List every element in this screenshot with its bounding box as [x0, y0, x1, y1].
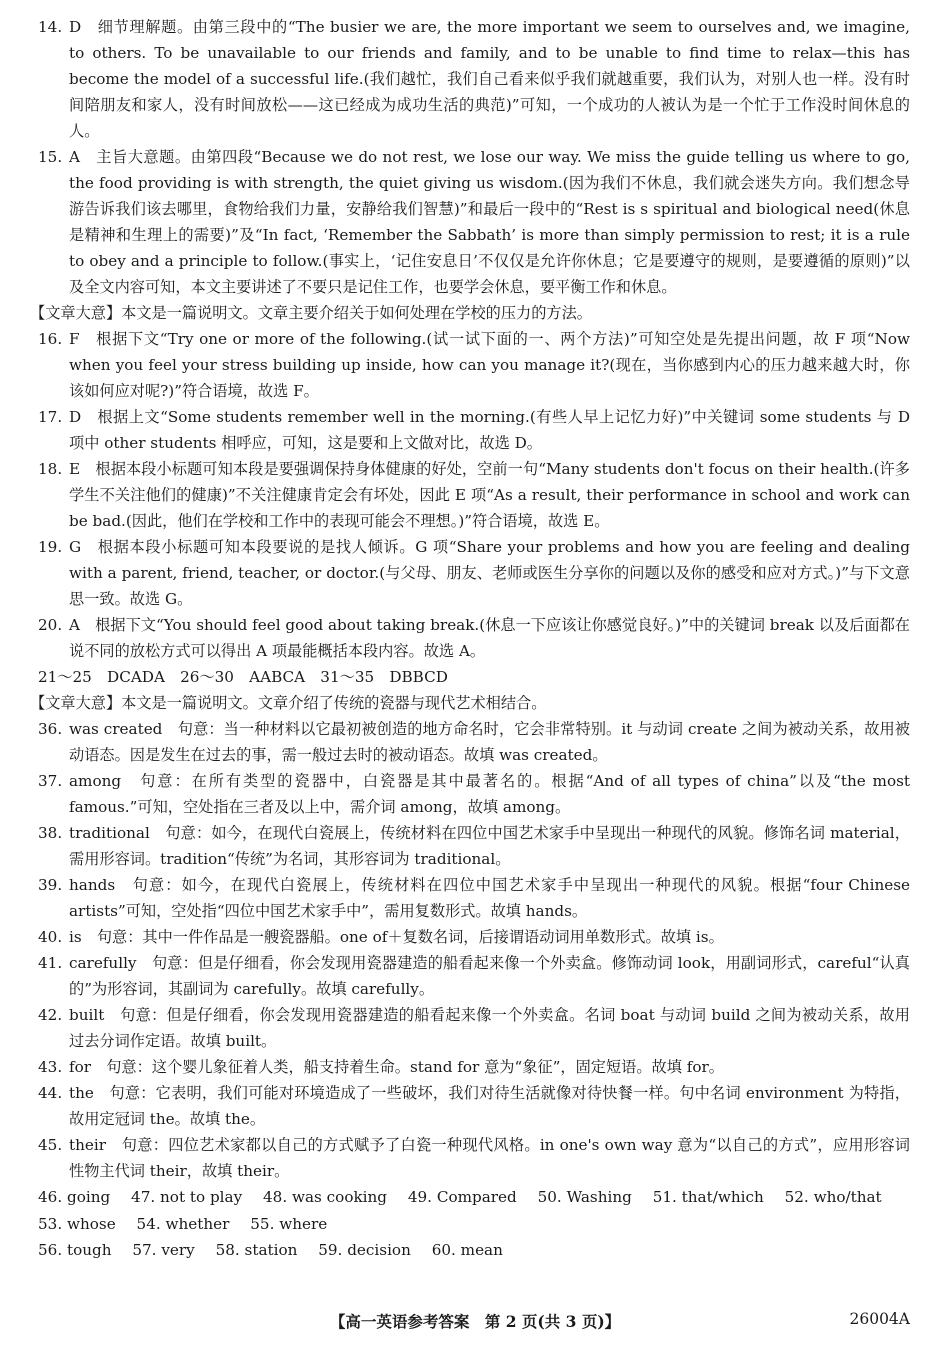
item-text: E 根据本段小标题可知本段是要强调保持身体健康的好处，空前一句“Many students don't focus on their health.(许多学生不关注他们的健康)”不关注健康肯定会有坏处，因此 E 项“As a result, their performance in school and work can be bad.(因此，他们在学校和工作中的表现可能会不理想。)”符合语境，故选 E。 — [69, 460, 910, 530]
answer-item — [38, 1054, 910, 1080]
item-text: F 根据下文“Try one or more of the following.(试一试下面的一、两个方法)”可知空处是先提出问题，故 F 项“Now when you feel your stress building up inside, how can you manage it?(现在，当你感到内心的压力越来越大时，你该如何应对呢?)”符合语境，故选 F。 — [69, 330, 910, 400]
item-text: hands 句意：如今，在现代白瓷展上，传统材料在四位中国艺术家手中呈现出一种现代的风貌。根据“four Chinese artists”可知，空处指“四位中国艺术家手中”，需用复数形式。故填 hands。 — [69, 876, 910, 920]
short-answer: 50. Washing — [537, 1188, 632, 1206]
item-number: 45. — [38, 1136, 63, 1154]
answer-item — [38, 1002, 910, 1054]
short-answer: 58. station — [215, 1241, 298, 1259]
item-number: 37. — [38, 772, 63, 790]
item-number: 17. — [38, 408, 63, 426]
answer-item — [38, 326, 910, 404]
item-number: 18. — [38, 460, 63, 478]
answer-item — [38, 716, 910, 768]
short-answer: 51. that/which — [652, 1188, 764, 1206]
answer-item — [38, 768, 910, 820]
answer-item — [38, 924, 910, 950]
item-number: 20. — [38, 616, 63, 634]
item-text: carefully 句意：但是仔细看，你会发现用瓷器建造的船看起来像一个外卖盒。修饰动词 look，用副词形式，careful“认真的”为形容词，其副词为 carefully。故填 carefully。 — [69, 954, 910, 998]
item-text: D 细节理解题。由第三段中的“The busier we are, the more important we seem to ourselves and, we imagine, to others. To be unavailable to our friends and family, and to be unable to find time to relax—this has become the model of a successful life.(我们越忙，我们自己看来似乎我们就越重要，我们认为，对别人也一样。没有时间陪朋友和家人，没有时间放松——这已经成为成功生活的典范)”可知，一个成功的人被认为是一个忙于工作没时间休息的人。 — [69, 18, 910, 140]
item-number: 42. — [38, 1006, 63, 1024]
page-footer — [0, 1310, 950, 1334]
item-text: D 根据上文“Some students remember well in the morning.(有些人早上记忆力好)”中关键词 some students 与 D 项中 other students 相呼应，可知，这是要和上文做对比，故选 D。 — [69, 408, 910, 452]
short-answer: 59. decision — [318, 1241, 411, 1259]
answer-item — [38, 612, 910, 664]
short-answer: 48. was cooking — [263, 1188, 388, 1206]
item-number: 41. — [38, 954, 63, 972]
short-answer: 54. whether — [136, 1214, 230, 1233]
item-text: G 根据本段小标题可知本段要说的是找人倾诉。G 项“Share your problems and how you are feeling and dealing with a parent, friend, teacher, or doctor.(与父母、朋友、老师或医生分享你的问题以及你的感受和应对方式。)”与下文意思一致。故选 G。 — [69, 538, 910, 608]
item-number: 43. — [38, 1058, 63, 1076]
short-answers-row — [38, 1237, 910, 1264]
article-summary: 【文章大意】本文是一篇说明文。文章主要介绍关于如何处理在学校的压力的方法。 — [30, 304, 592, 322]
item-text: the 句意：它表明，我们可能对环境造成了一些破坏，我们对待生活就像对待快餐一样。句中名词 environment 为特指，故用定冠词 the。故填 the。 — [69, 1084, 910, 1128]
item-number: 40. — [38, 928, 63, 946]
short-answer: 52. who/that — [784, 1188, 882, 1206]
item-number: 16. — [38, 330, 63, 348]
item-text: among 句意：在所有类型的瓷器中，白瓷器是其中最著名的。根据“And of all types of china”以及“the most famous.”可知，空处指在三者及以上中，需介词 among，故填 among。 — [69, 772, 910, 816]
item-number: 36. — [38, 720, 63, 738]
short-answer: 47. not to play — [131, 1188, 243, 1206]
short-answer: 49. Compared — [407, 1188, 517, 1206]
answer-item — [38, 950, 910, 1002]
answer-item — [38, 456, 910, 534]
answer-item — [38, 534, 910, 612]
answer-item — [38, 820, 910, 872]
item-text: A 主旨大意题。由第四段“Because we do not rest, we lose our way. We miss the guide telling us where to go, the food providing is with strength, the quiet giving us wisdom.(因为我们不休息，我们就会迷失方向。我们想念导游告诉我们该去哪里，食物给我们力量，安静给我们智慧)”和最后一段中的“Rest is s spiritual and biological need(休息是精神和生理上的需要)”及“In fact, ‘Remember the Sabbath’ is more than simply permission to rest; it is a rule to obey and a principle to follow.(事实上，‘记住安息日’不仅仅是允许你休息；它是要遵守的规则，是要遵循的原则)”以及全文内容可知，本文主要讲述了不要只是记住工作，也要学会休息，要平衡工作和休息。 — [69, 148, 910, 296]
short-answer: 55. where — [250, 1214, 328, 1233]
short-answer: 56. tough — [38, 1241, 112, 1259]
short-answers-row — [38, 1184, 910, 1211]
short-answer: 53. whose — [38, 1214, 116, 1233]
answer-item — [38, 872, 910, 924]
item-text: A 根据下文“You should feel good about taking break.(休息一下应该让你感觉良好。)”中的关键词 break 以及后面都在说不同的放松方式可以得出 A 项最能概括本段内容。故选 A。 — [69, 616, 910, 660]
answer-item — [38, 404, 910, 456]
item-number: 44. — [38, 1084, 63, 1102]
answer-item — [38, 1080, 910, 1132]
item-number: 15. — [38, 148, 63, 166]
item-text: traditional 句意：如今，在现代白瓷展上，传统材料在四位中国艺术家手中呈现出一种现代的风貌。修饰名词 material，需用形容词。tradition“传统”为名词，其形容词为 traditional。 — [69, 824, 910, 868]
short-answer: 46. going — [38, 1188, 111, 1206]
multiple-choice-answers: 21～25 DCADA 26～30 AABCA 31～35 DBBCD — [38, 668, 448, 686]
answer-key-body — [30, 14, 910, 1264]
item-text: is 句意：其中一件作品是一艘瓷器船。one of＋复数名词，后接谓语动词用单数形式。故填 is。 — [69, 928, 724, 946]
answer-item — [38, 14, 910, 144]
item-number: 39. — [38, 876, 63, 894]
item-text: built 句意：但是仔细看，你会发现用瓷器建造的船看起来像一个外卖盒。名词 boat 与动词 build 之间为被动关系，故用过去分词作定语。故填 built。 — [69, 1006, 910, 1050]
short-answers-row — [38, 1211, 910, 1238]
footer-page-label: 【高一英语参考答案 第 2 页(共 3 页)】 — [329, 1312, 621, 1331]
item-number: 19. — [38, 538, 63, 556]
item-number: 14. — [38, 18, 63, 36]
answer-item — [38, 144, 910, 300]
item-number: 38. — [38, 824, 63, 842]
item-text: their 句意：四位艺术家都以自己的方式赋予了白瓷一种现代风格。in one's own way 意为“以自己的方式”，应用形容词性物主代词 their，故填 their。 — [69, 1136, 910, 1180]
article-summary: 【文章大意】本文是一篇说明文。文章介绍了传统的瓷器与现代艺术相结合。 — [30, 694, 547, 712]
answer-item — [38, 1132, 910, 1184]
footer-code: 26004A — [849, 1310, 910, 1328]
item-text: was created 句意：当一种材料以它最初被创造的地方命名时，它会非常特别。it 与动词 create 之间为被动关系，故用被动语态。因是发生在过去的事，需一般过去时的被动语态。故填 was created。 — [69, 720, 910, 764]
item-text: for 句意：这个婴儿象征着人类，船支持着生命。stand for 意为“象征”，固定短语。故填 for。 — [69, 1058, 724, 1076]
short-answer: 60. mean — [431, 1241, 503, 1259]
short-answer: 57. very — [132, 1241, 195, 1259]
